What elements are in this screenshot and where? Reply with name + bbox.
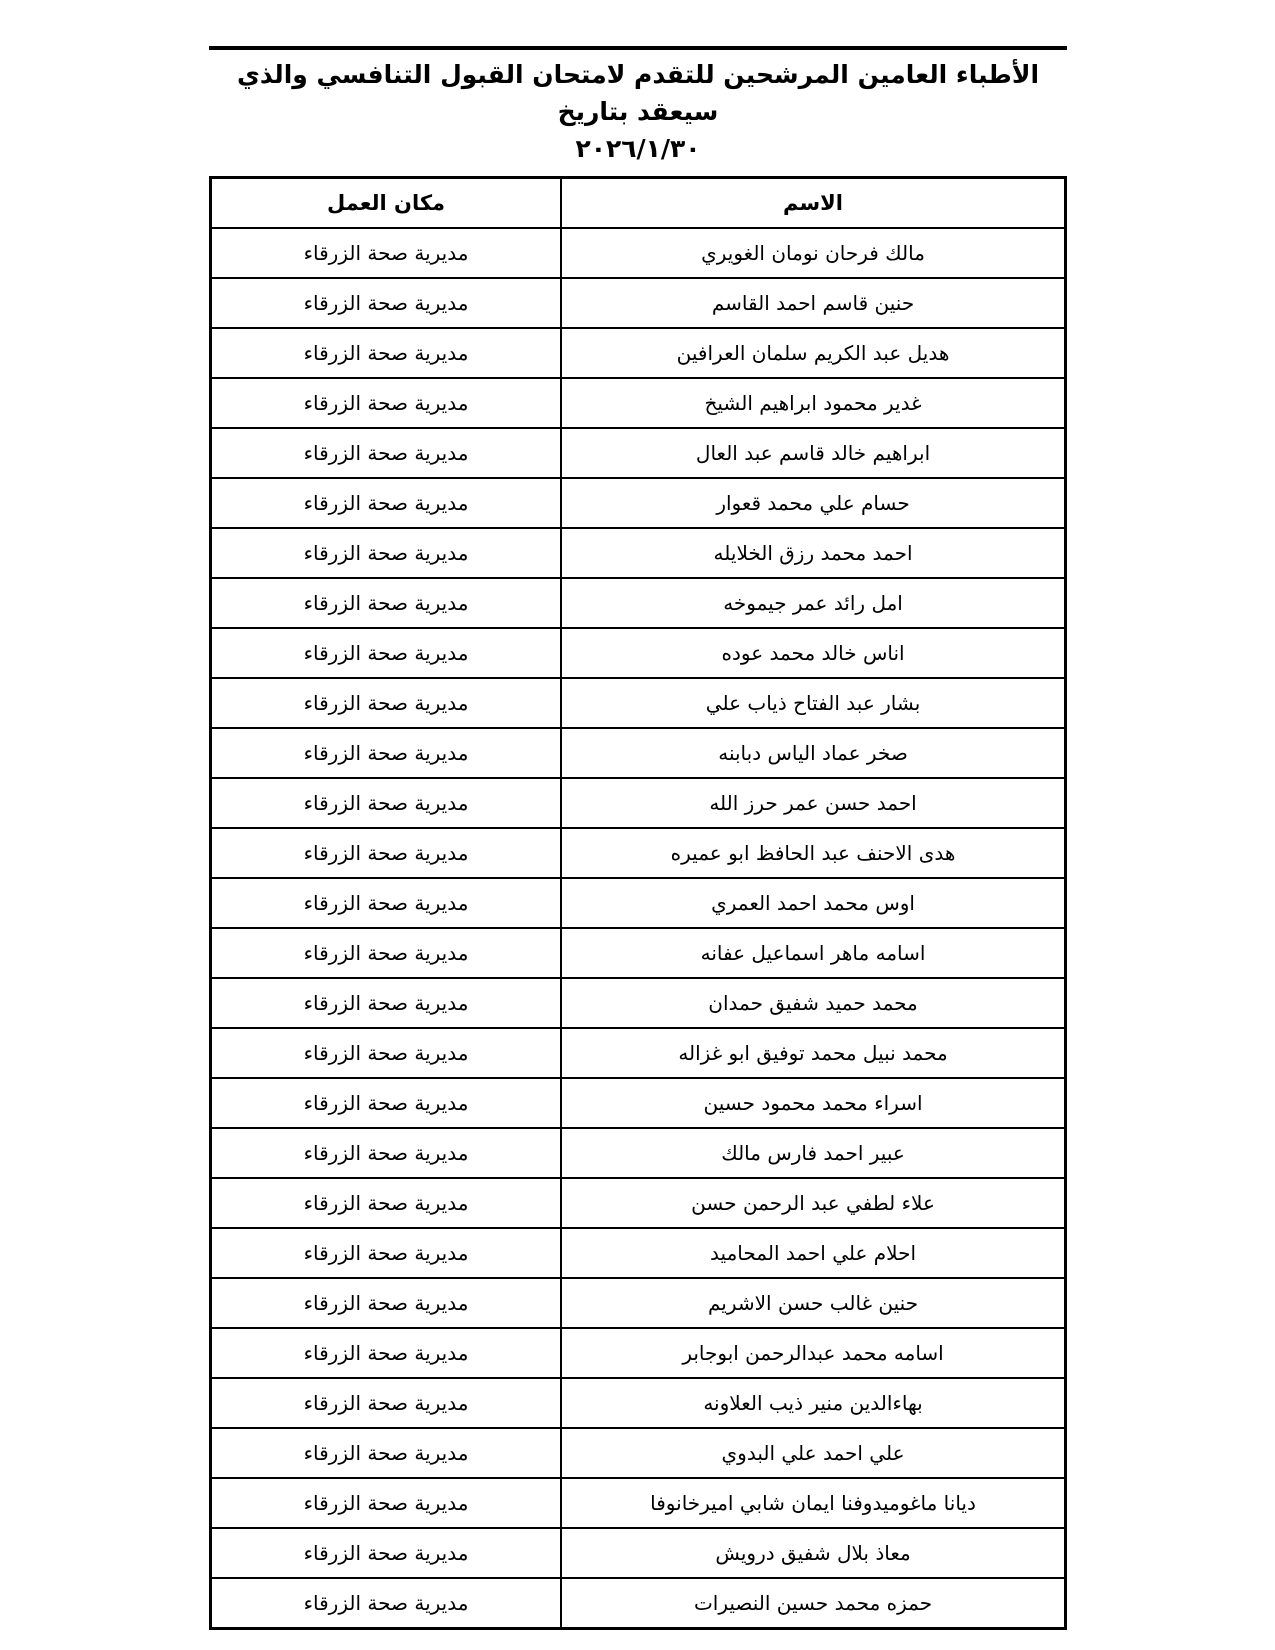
cell-candidate-name: غدير محمود ابراهيم الشيخ xyxy=(561,378,1065,428)
cell-candidate-name: اسامه محمد عبدالرحمن ابوجابر xyxy=(561,1328,1065,1378)
cell-workplace: مديرية صحة الزرقاء xyxy=(211,1178,562,1228)
table-row xyxy=(211,1378,1066,1428)
table-row xyxy=(211,428,1066,478)
cell-workplace: مديرية صحة الزرقاء xyxy=(211,1078,562,1128)
cell-workplace: مديرية صحة الزرقاء xyxy=(211,628,562,678)
cell-workplace: مديرية صحة الزرقاء xyxy=(211,828,562,878)
cell-candidate-name: بشار عبد الفتاح ذياب علي xyxy=(561,678,1065,728)
cell-candidate-name: مالك فرحان نومان الغويري xyxy=(561,228,1065,278)
cell-workplace: مديرية صحة الزرقاء xyxy=(211,678,562,728)
title-exam-date: ٢٠٢٦/١/٣٠ xyxy=(575,134,701,163)
table-row xyxy=(211,1478,1066,1528)
cell-workplace: مديرية صحة الزرقاء xyxy=(211,928,562,978)
cell-workplace: مديرية صحة الزرقاء xyxy=(211,728,562,778)
cell-candidate-name: احمد محمد رزق الخلايله xyxy=(561,528,1065,578)
cell-workplace: مديرية صحة الزرقاء xyxy=(211,378,562,428)
cell-workplace: مديرية صحة الزرقاء xyxy=(211,1278,562,1328)
table-row xyxy=(211,878,1066,928)
table-row xyxy=(211,728,1066,778)
cell-workplace: مديرية صحة الزرقاء xyxy=(211,428,562,478)
table-row xyxy=(211,1328,1066,1378)
cell-workplace: مديرية صحة الزرقاء xyxy=(211,278,562,328)
cell-workplace: مديرية صحة الزرقاء xyxy=(211,478,562,528)
cell-candidate-name: هديل عبد الكريم سلمان العرافين xyxy=(561,328,1065,378)
table-row xyxy=(211,1028,1066,1078)
table-row xyxy=(211,278,1066,328)
table-row xyxy=(211,578,1066,628)
cell-workplace: مديرية صحة الزرقاء xyxy=(211,1578,562,1629)
document-content xyxy=(209,46,1067,1630)
cell-candidate-name: اسراء محمد محمود حسين xyxy=(561,1078,1065,1128)
cell-workplace: مديرية صحة الزرقاء xyxy=(211,1028,562,1078)
table-row xyxy=(211,528,1066,578)
cell-candidate-name: احلام علي احمد المحاميد xyxy=(561,1228,1065,1278)
candidates-table xyxy=(209,176,1067,1630)
cell-workplace: مديرية صحة الزرقاء xyxy=(211,1128,562,1178)
cell-workplace: مديرية صحة الزرقاء xyxy=(211,1328,562,1378)
cell-candidate-name: ابراهيم خالد قاسم عبد العال xyxy=(561,428,1065,478)
table-row xyxy=(211,1428,1066,1478)
table-row xyxy=(211,228,1066,278)
table-row xyxy=(211,828,1066,878)
cell-workplace: مديرية صحة الزرقاء xyxy=(211,528,562,578)
table-row xyxy=(211,1528,1066,1578)
cell-candidate-name: هدى الاحنف عبد الحافظ ابو عميره xyxy=(561,828,1065,878)
table-row xyxy=(211,478,1066,528)
title-line: الأطباء العامين المرشحين للتقدم لامتحان القبول التنافسي والذي سيعقد بتاريخ xyxy=(236,60,1040,126)
table-row xyxy=(211,1178,1066,1228)
cell-candidate-name: ديانا ماغوميدوفنا ايمان شابي اميرخانوفا xyxy=(561,1478,1065,1528)
table-row xyxy=(211,1228,1066,1278)
cell-workplace: مديرية صحة الزرقاء xyxy=(211,778,562,828)
cell-candidate-name: محمد حميد شفيق حمدان xyxy=(561,978,1065,1028)
table-row xyxy=(211,1078,1066,1128)
cell-workplace: مديرية صحة الزرقاء xyxy=(211,1428,562,1478)
table-body xyxy=(211,228,1066,1629)
table-row xyxy=(211,378,1066,428)
table-row xyxy=(211,678,1066,728)
cell-candidate-name: علاء لطفي عبد الرحمن حسن xyxy=(561,1178,1065,1228)
table-row xyxy=(211,1128,1066,1178)
cell-workplace: مديرية صحة الزرقاء xyxy=(211,1378,562,1428)
cell-candidate-name: امل رائد عمر جيموخه xyxy=(561,578,1065,628)
cell-workplace: مديرية صحة الزرقاء xyxy=(211,228,562,278)
cell-candidate-name: اناس خالد محمد عوده xyxy=(561,628,1065,678)
cell-candidate-name: معاذ بلال شفيق درويش xyxy=(561,1528,1065,1578)
cell-workplace: مديرية صحة الزرقاء xyxy=(211,328,562,378)
cell-candidate-name: حسام علي محمد قعوار xyxy=(561,478,1065,528)
cell-candidate-name: حنين قاسم احمد القاسم xyxy=(561,278,1065,328)
table-row xyxy=(211,928,1066,978)
cell-candidate-name: صخر عماد الياس دبابنه xyxy=(561,728,1065,778)
table-row xyxy=(211,1578,1066,1629)
cell-candidate-name: حمزه محمد حسين النصيرات xyxy=(561,1578,1065,1629)
cell-candidate-name: عبير احمد فارس مالك xyxy=(561,1128,1065,1178)
column-header-name: الاسم xyxy=(561,178,1065,229)
cell-candidate-name: محمد نبيل محمد توفيق ابو غزاله xyxy=(561,1028,1065,1078)
cell-candidate-name: اوس محمد احمد العمري xyxy=(561,878,1065,928)
column-header-workplace: مكان العمل xyxy=(211,178,562,229)
cell-workplace: مديرية صحة الزرقاء xyxy=(211,878,562,928)
cell-workplace: مديرية صحة الزرقاء xyxy=(211,978,562,1028)
cell-workplace: مديرية صحة الزرقاء xyxy=(211,578,562,628)
table-header-row xyxy=(211,178,1066,229)
cell-workplace: مديرية صحة الزرقاء xyxy=(211,1228,562,1278)
top-rule-divider xyxy=(209,46,1067,50)
table-row xyxy=(211,328,1066,378)
table-row xyxy=(211,628,1066,678)
cell-workplace: مديرية صحة الزرقاء xyxy=(211,1478,562,1528)
cell-candidate-name: علي احمد علي البدوي xyxy=(561,1428,1065,1478)
table-row xyxy=(211,978,1066,1028)
table-row xyxy=(211,778,1066,828)
table-row xyxy=(211,1278,1066,1328)
cell-candidate-name: بهاءالدين منير ذيب العلاونه xyxy=(561,1378,1065,1428)
cell-workplace: مديرية صحة الزرقاء xyxy=(211,1528,562,1578)
cell-candidate-name: احمد حسن عمر حرز الله xyxy=(561,778,1065,828)
cell-candidate-name: اسامه ماهر اسماعيل عفانه xyxy=(561,928,1065,978)
document-title xyxy=(209,56,1067,167)
cell-candidate-name: حنين غالب حسن الاشريم xyxy=(561,1278,1065,1328)
